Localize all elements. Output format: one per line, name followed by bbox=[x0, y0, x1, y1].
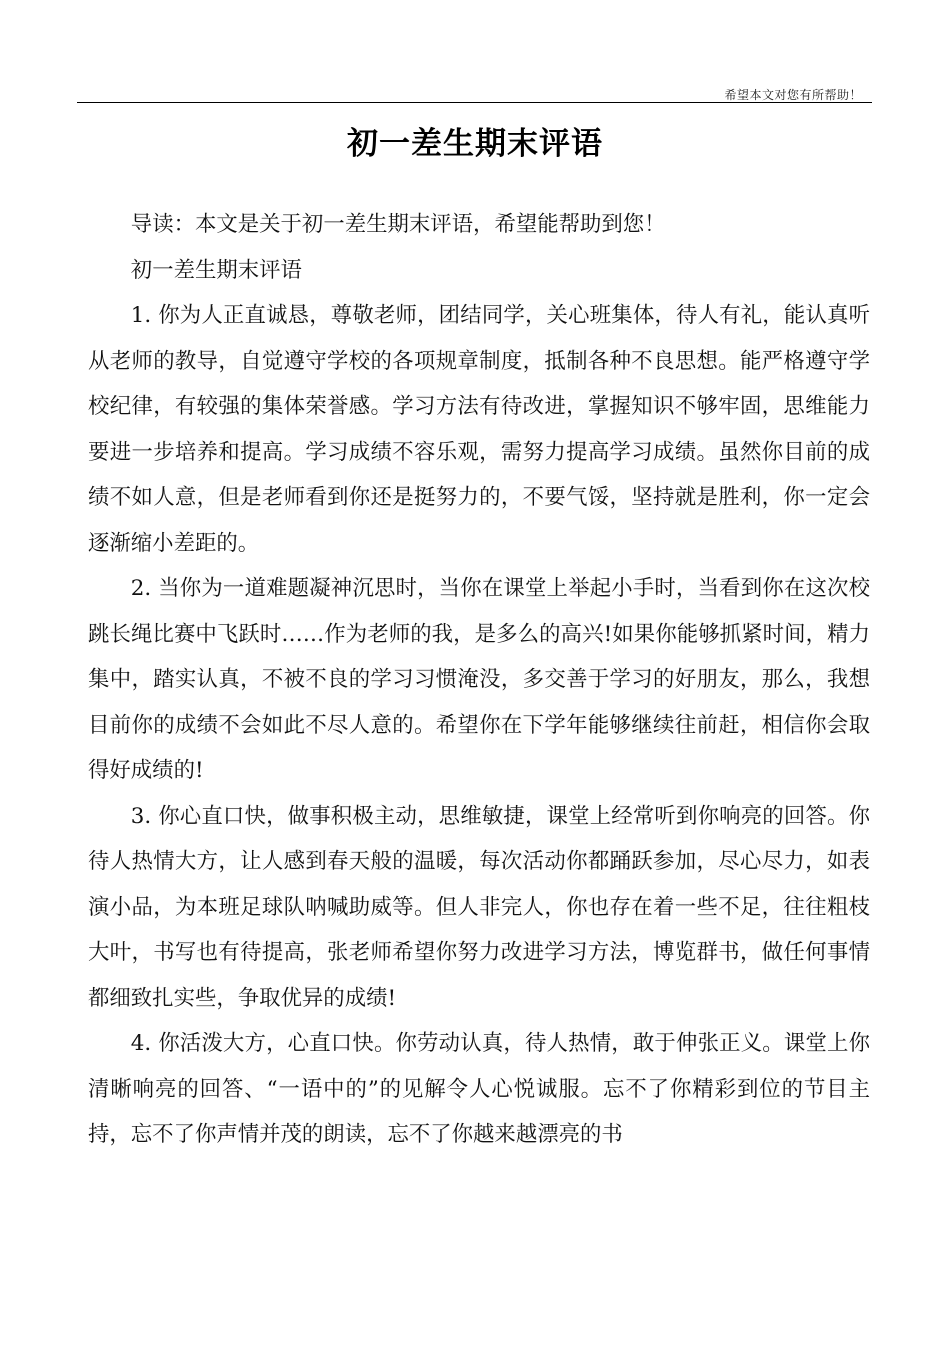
header-divider bbox=[77, 102, 872, 103]
comment-paragraph-4: 4. 你活泼大方，心直口快。你劳动认真，待人热情，敢于伸张正义。课堂上你清晰响亮的回答、“一语中的”的见解令人心悦诚服。忘不了你精彩到位的节目主持，忘不了你声情并茂的朗读，忘不了你越来越漂亮的书 bbox=[88, 1031, 870, 1147]
comment-paragraph-2: 2. 当你为一道难题凝神沉思时，当你在课堂上举起小手时，当看到你在这次校跳长绳比赛中飞跃时……作为老师的我，是多么的高兴!如果你能够抓紧时间，精力集中，踏实认真，不被不良的学习习惯淹没，多交善于学习的好朋友，那么，我想目前你的成绩不会如此不尽人意的。希望你在下学年能够继续往前赶，相信你会取得好成绩的! bbox=[88, 576, 870, 783]
comment-paragraph-1: 1. 你为人正直诚恳，尊敬老师，团结同学，关心班集体，待人有礼，能认真听从老师的教导，自觉遵守学校的各项规章制度，抵制各种不良思想。能严格遵守学校纪律，有较强的集体荣誉感。学习方法有待改进，掌握知识不够牢固，思维能力要进一步培养和提高。学习成绩不容乐观，需努力提高学习成绩。虽然你目前的成绩不如人意，但是老师看到你还是挺努力的，不要气馁，坚持就是胜利，你一定会逐渐缩小差距的。 bbox=[88, 303, 870, 556]
comment-paragraph-3: 3. 你心直口快，做事积极主动，思维敏捷，课堂上经常听到你响亮的回答。你待人热情大方，让人感到春天般的温暖，每次活动你都踊跃参加，尽心尽力，如表演小品，为本班足球队呐喊助威等。但人非完人，你也存在着一些不足，往往粗枝大叶，书写也有待提高，张老师希望你努力改进学习方法，博览群书，做任何事情都细致扎实些，争取优异的成绩! bbox=[88, 803, 870, 1011]
header-note: 希望本文对您有所帮助！ bbox=[724, 88, 862, 102]
document-body bbox=[88, 202, 870, 1158]
document-title: 初一差生期末评语 bbox=[347, 126, 603, 162]
section-subtitle: 初一差生期末评语 bbox=[130, 257, 302, 283]
intro-paragraph: 导读：本文是关于初一差生期末评语，希望能帮助到您！ bbox=[130, 212, 666, 237]
